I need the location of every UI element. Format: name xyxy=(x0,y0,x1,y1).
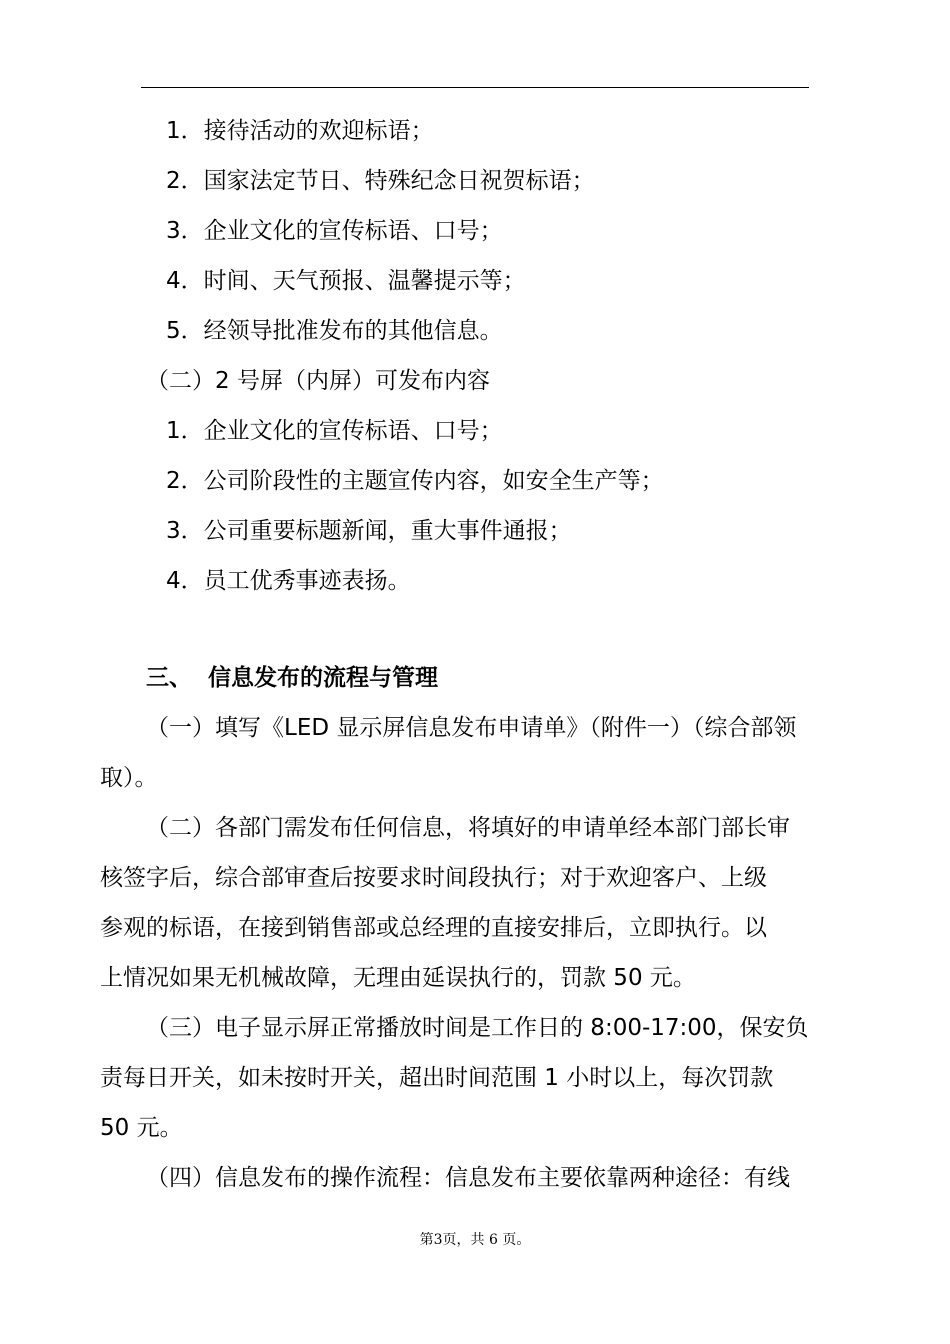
list-item: 1．接待活动的欢迎标语； xyxy=(166,118,434,144)
paragraph-line: （四）信息发布的操作流程：信息发布主要依靠两种途径：有线 xyxy=(146,1165,790,1191)
list-item: 3．企业文化的宣传标语、口号； xyxy=(166,218,503,244)
list-item: 2．公司阶段性的主题宣传内容，如安全生产等； xyxy=(166,468,664,494)
list-item: 4．员工优秀事迹表扬。 xyxy=(166,568,411,594)
paragraph-line: 取）。 xyxy=(100,765,158,791)
list-item: 3．公司重要标题新闻，重大事件通报； xyxy=(166,518,572,544)
paragraph-line: （二）各部门需发布任何信息，将填好的申请单经本部门部长审 xyxy=(146,815,790,841)
section-number: 三、 xyxy=(146,665,192,691)
list-item: 2．国家法定节日、特殊纪念日祝贺标语； xyxy=(166,168,595,194)
paragraph-line: 上情况如果无机械故障，无理由延误执行的，罚款 50 元。 xyxy=(100,965,696,991)
paragraph-line: （一）填写《LED 显示屏信息发布申请单》（附件一）（综合部领 xyxy=(146,715,797,741)
header-rule xyxy=(141,87,809,88)
list-item: 5．经领导批准发布的其他信息。 xyxy=(166,318,503,344)
paragraph-line: 50 元。 xyxy=(100,1115,183,1141)
section-title: 信息发布的流程与管理 xyxy=(208,665,438,691)
subheading: （二）2 号屏（内屏）可发布内容 xyxy=(146,368,490,394)
paragraph-line: （三）电子显示屏正常播放时间是工作日的 8:00-17:00，保安负 xyxy=(146,1015,809,1041)
list-item: 1．企业文化的宣传标语、口号； xyxy=(166,418,503,444)
paragraph-line: 核签字后，综合部审查后按要求时间段执行；对于欢迎客户、上级 xyxy=(100,865,767,891)
page-footer: 第3页，共 6 页。 xyxy=(419,1232,531,1248)
paragraph-line: 责每日开关，如未按时开关，超出时间范围 1 小时以上，每次罚款 xyxy=(100,1065,774,1091)
paragraph-line: 参观的标语，在接到销售部或总经理的直接安排后，立即执行。以 xyxy=(100,915,767,941)
section-heading xyxy=(146,663,438,693)
list-item: 4．时间、天气预报、温馨提示等； xyxy=(166,268,526,294)
